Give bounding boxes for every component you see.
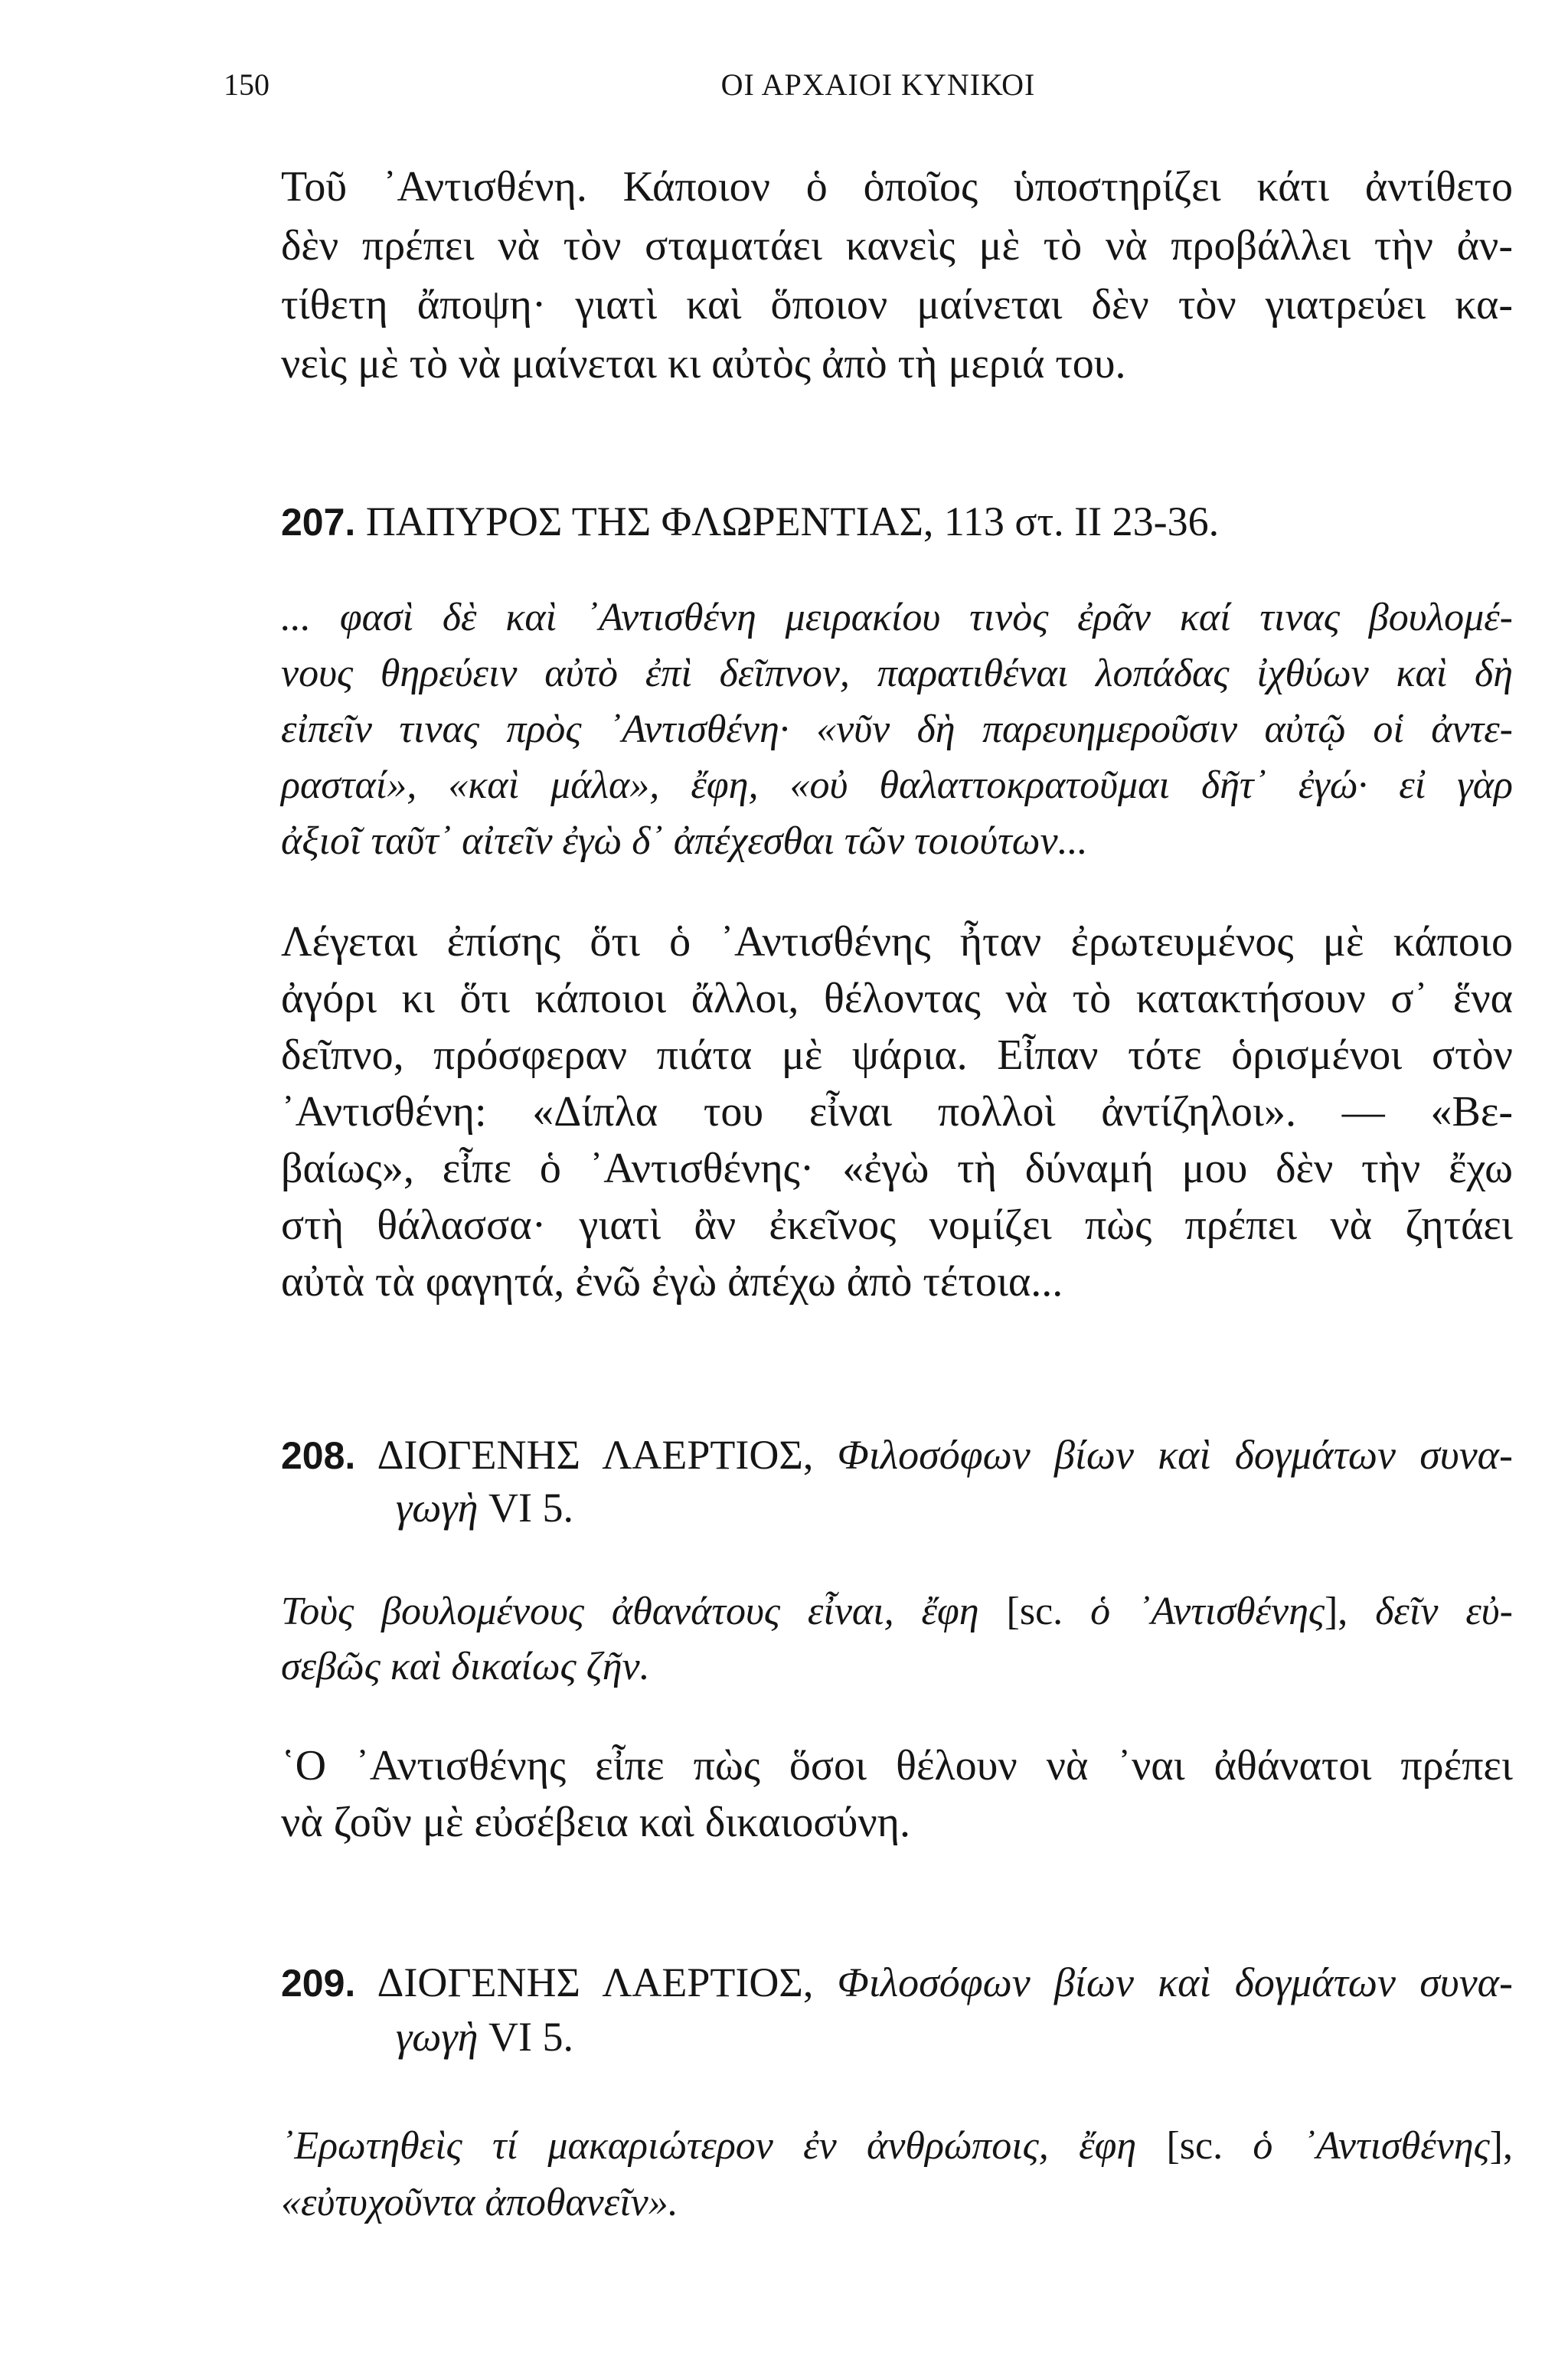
entry-heading-line xyxy=(281,1429,1513,1482)
original-text-line: νους θηρεύειν αὐτὸ ἐπὶ δεῖπνον, παρατιθέναι λοπάδας ἰχθύων καὶ δὴ xyxy=(281,652,1513,695)
original-text-line: σεβῶς καὶ δικαίως ζῆν. xyxy=(281,1645,650,1688)
paragraph-line: νεὶς μὲ τὸ νὰ μαίνεται κι αὐτὸς ἀπὸ τὴ μεριά του. xyxy=(281,340,1126,387)
original-text-line: «εὐτυχοῦντα ἀποθανεῖν». xyxy=(281,2181,678,2224)
author-name: ΔΙΟΓΕΝΗΣ ΛΑΕΡΤΙΟΣ, xyxy=(377,1959,814,2005)
original-text-line: εἰπεῖν τινας πρὸς ᾿Αντισθένη· «νῦν δὴ παρευημεροῦσιν αὐτῷ οἱ ἀντε- xyxy=(281,708,1513,751)
original-text-line: ἀξιοῖ ταῦτ᾿ αἰτεῖν ἐγὼ δ᾿ ἀπέχεσθαι τῶν τοιούτων... xyxy=(281,819,1088,863)
entry-heading-line xyxy=(281,492,1513,552)
entry-207-translation xyxy=(281,913,1513,1310)
original-text-line: ρασταί», «καὶ μάλα», ἔφη, «οὐ θαλαττοκρατοῦμαι δῆτ᾿ ἐγώ· εἰ γὰρ xyxy=(281,763,1513,807)
translation-line: ᾿Αντισθένη: «Δίπλα του εἶναι πολλοὶ ἀντίζηλοι». — «Βε- xyxy=(281,1088,1513,1136)
running-head: ΟΙ ΑΡΧΑΙΟΙ ΚΥΝΙΚΟΙ xyxy=(720,67,1036,102)
entry-number: 207. xyxy=(281,501,356,544)
entry-208-original-text xyxy=(281,1584,1513,1695)
entry-number: 208. xyxy=(281,1434,356,1477)
original-text-line xyxy=(281,1584,1513,1639)
entry-number: 209. xyxy=(281,1962,356,2005)
page-number: 150 xyxy=(224,67,270,102)
translation-line: νὰ ζοῦν μὲ εὐσέβεια καὶ δικαιοσύνη. xyxy=(281,1799,910,1846)
quote-text: Τοὺς βουλομένους ἀθανάτους εἶναι, ἔφη xyxy=(281,1590,979,1633)
paragraph-line: Τοῦ ᾿Αντισθένη. Κάποιον ὁ ὁποῖος ὑποστηρίζει κάτι ἀντίθετο xyxy=(281,163,1513,211)
entry-208-translation xyxy=(281,1737,1513,1851)
work-reference: VI 5. xyxy=(488,2014,573,2060)
source-citation: ΠΑΠΥΡΟΣ ΤΗΣ ΦΛΩΡΕΝΤΙΑΣ, 113 στ. II 23-36. xyxy=(365,498,1220,544)
work-reference: VI 5. xyxy=(488,1485,573,1531)
work-title-continued: γωγὴ xyxy=(396,1485,479,1531)
entry-207-original-text xyxy=(281,590,1513,869)
translation-line: αὐτὰ τὰ φαγητά, ἐνῶ ἐγὼ ἀπέχω ἀπὸ τέτοια... xyxy=(281,1258,1063,1306)
speaker-name: ὁ ᾿Αντισθένης xyxy=(1253,2124,1490,2168)
work-title: Φιλοσόφων βίων καὶ δογμάτων συνα- xyxy=(837,1959,1514,2005)
quote-text: δεῖν εὐ- xyxy=(1375,1590,1513,1633)
editorial-note-close: ], xyxy=(1489,2124,1513,2168)
editorial-note-open: [sc. xyxy=(1006,1590,1063,1633)
translation-line: δεῖπνο, πρόσφεραν πιάτα μὲ ψάρια. Εἶπαν τότε ὁρισμένοι στὸν xyxy=(281,1031,1513,1079)
paragraph-line: τίθετη ἄποψη· γιατὶ καὶ ὅποιον μαίνεται δὲν τὸν γιατρεύει κα- xyxy=(281,281,1513,328)
entry-heading-line xyxy=(281,1956,1513,2010)
continued-paragraph xyxy=(281,158,1513,394)
entry-207-heading xyxy=(281,492,1513,552)
translation-line: βαίως», εἶπε ὁ ᾿Αντισθένης· «ἐγὼ τὴ δύναμή μου δὲν τὴν ἔχω xyxy=(281,1145,1513,1192)
original-text-line: ... φασὶ δὲ καὶ ᾿Αντισθένη μειρακίου τινὸς ἐρᾶν καί τινας βουλομέ- xyxy=(281,596,1513,639)
translation-line: στὴ θάλασσα· γιατὶ ἂν ἐκεῖνος νομίζει πὼς πρέπει νὰ ζητάει xyxy=(281,1201,1513,1249)
editorial-note-close: ], xyxy=(1324,1590,1348,1633)
entry-heading-line xyxy=(281,1482,1513,1534)
entry-208-heading xyxy=(281,1429,1513,1534)
author-name: ΔΙΟΓΕΝΗΣ ΛΑΕΡΤΙΟΣ, xyxy=(377,1432,814,1478)
work-title-continued: γωγὴ xyxy=(396,2014,479,2060)
translation-line: ἀγόρι κι ὅτι κάποιοι ἄλλοι, θέλοντας νὰ τὸ κατακτήσουν σ᾿ ἕνα xyxy=(281,975,1513,1022)
paragraph-line: δὲν πρέπει νὰ τὸν σταματάει κανεὶς μὲ τὸ νὰ προβάλλει τὴν ἀν- xyxy=(281,222,1513,270)
speaker-name: ὁ ᾿Αντισθένης xyxy=(1090,1590,1325,1633)
entry-209-original-text xyxy=(281,2118,1513,2231)
entry-209-heading xyxy=(281,1956,1513,2064)
translation-line: Λέγεται ἐπίσης ὅτι ὁ ᾿Αντισθένης ἦταν ἐρωτευμένος μὲ κάποιο xyxy=(281,918,1513,966)
entry-heading-line xyxy=(281,2010,1513,2064)
translation-line: ῾Ο ᾿Αντισθένης εἶπε πὼς ὅσοι θέλουν νὰ ᾿ναι ἀθάνατοι πρέπει xyxy=(281,1742,1513,1789)
original-text-line xyxy=(281,2118,1513,2175)
quote-text: ᾿Ερωτηθεὶς τί μακαριώτερον ἐν ἀνθρώποις, ἔφη xyxy=(281,2124,1137,2168)
work-title: Φιλοσόφων βίων καὶ δογμάτων συνα- xyxy=(837,1432,1514,1478)
editorial-note-open: [sc. xyxy=(1166,2124,1223,2168)
